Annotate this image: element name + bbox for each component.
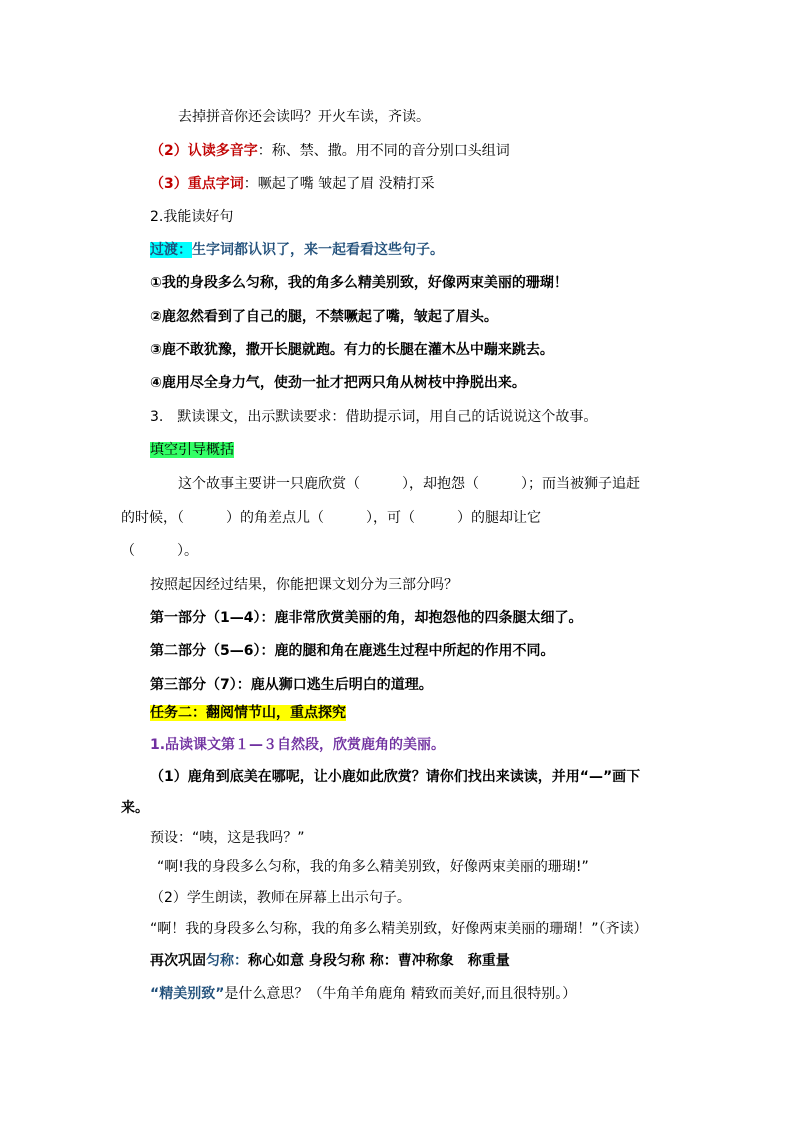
question-line: （1）鹿角到底美在哪呢，让小鹿如此欣赏？请你们找出来读读，并用“—”画下 [150, 769, 641, 785]
subheading: 1.品读课文第１—３自然段，欣赏鹿角的美丽。 [150, 737, 446, 753]
heading-label: （3）重点字词 [150, 176, 244, 192]
sentence-line: ③鹿不敢犹豫，撒开长腿就跑。有力的长腿在灌木丛中蹦来跳去。 [150, 342, 554, 358]
highlighted-label: 填空引导概括 [150, 442, 234, 458]
text-line [150, 241, 444, 259]
text-line [150, 985, 576, 1003]
text-line: （2）学生朗读，教师在屏幕上出示句子。 [150, 890, 411, 906]
text-span: 噘起了嘴 皱起了眉 没精打采 [257, 176, 435, 192]
text-line: 3. 默读课文，出示默读要求：借助提示词，用自己的话说说这个故事。 [150, 409, 598, 425]
sentence-line: ④鹿用尽全身力气，使劲一扯才把两只角从树枝中挣脱出来。 [150, 375, 526, 391]
text-span: 生字词都认识了，来一起看看这些句子。 [192, 242, 444, 258]
text-span: ：称、禁、撒。用不同的音分别口头组词 [257, 143, 510, 159]
sentence-line: ②鹿忽然看到了自己的腿，不禁噘起了嘴，皱起了眉头。 [150, 309, 498, 325]
text-span: 再次巩固 [150, 953, 206, 969]
text-span: ： [243, 176, 258, 192]
text-span: 称心如意 身段匀称 称：曹冲称象 称重量 [248, 953, 510, 969]
text-line [150, 142, 510, 160]
text-line: 2.我能读好句 [150, 209, 234, 225]
section-line: 第三部分（7）：鹿从狮口逃生后明白的道理。 [150, 677, 433, 693]
question-line: 来。 [121, 800, 149, 816]
text-line: 按照起因经过结果，你能把课文划分为三部分吗？ [150, 577, 458, 593]
text-span: 匀称： [206, 953, 248, 969]
text-line: 预设：“咦，这是我吗？” [150, 830, 305, 846]
text-line: “啊！我的身段多么匀称，我的角多么精美别致，好像两束美丽的珊瑚！”（齐读） [150, 921, 648, 937]
transition-label: 过渡： [150, 242, 192, 258]
text-line: （ ）。 [121, 543, 198, 559]
text-line: 去掉拼音你还会读吗？开火车读，齐读。 [178, 109, 430, 125]
heading-label: （2）认读多音字 [150, 143, 258, 159]
text-line: “啊!我的身段多么匀称，我的角多么精美别致，好像两束美丽的珊瑚!” [157, 859, 589, 875]
term-label: “精美别致” [150, 986, 225, 1002]
highlighted-label: 任务二：翻阅情节山，重点探究 [150, 705, 346, 721]
sentence-line: ①我的身段多么匀称，我的角多么精美别致，好像两束美丽的珊瑚！ [150, 275, 568, 291]
task-heading [150, 704, 346, 722]
text-line [150, 441, 234, 459]
section-line: 第二部分（5—6）：鹿的腿和角在鹿逃生过程中所起的作用不同。 [150, 643, 555, 659]
section-line: 第一部分（1—4）：鹿非常欣赏美丽的角，却抱怨他的四条腿太细了。 [150, 610, 583, 626]
text-span: 是什么意思？（牛角羊角鹿角 精致而美好,而且很特别。） [224, 986, 577, 1002]
text-line: 这个故事主要讲一只鹿欣赏（ ），却抱怨（ ）；而当被狮子追赶 [178, 476, 640, 492]
text-line [150, 175, 435, 193]
text-line: 的时候，（ ）的角差点儿（ ），可（ ）的腿却让它 [121, 510, 541, 526]
text-line [150, 952, 510, 970]
